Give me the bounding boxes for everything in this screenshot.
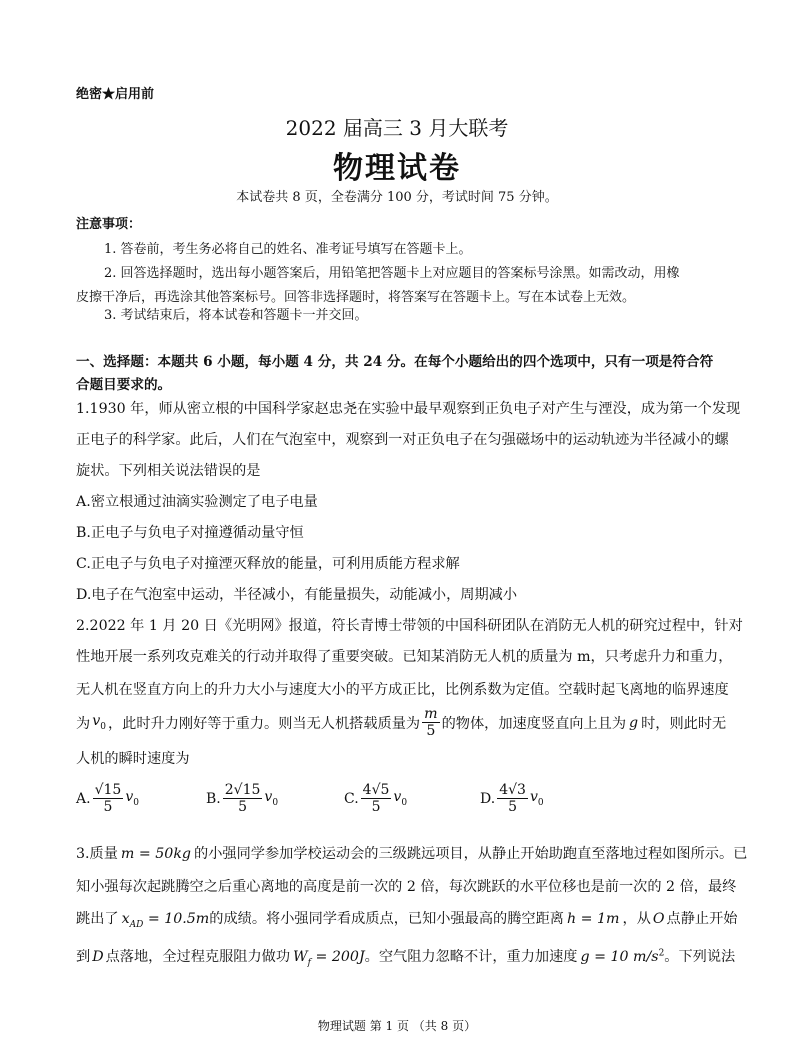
q2-line-5: 人机的瞬时速度为 — [76, 751, 190, 767]
note-item-2-cont: 皮擦干净后，再选涂其他答案标号。回答非选择题时，将答案写在答题卡上。写在本试卷上无效。 — [76, 290, 636, 305]
q2-option-c: C. $\frac{4√5}{5}$ $v_0$ — [344, 782, 408, 815]
q1-line-2: 正电子的科学家。此后，人们在气泡室中，观察到一对正负电子在匀强磁场中的运动轨迹为半径减小的螺 — [76, 432, 729, 448]
note-item-2: 2. 回答选择题时，选出每小题答案后，用铅笔把答题卡上对应题目的答案标号涂黑。如需改动，用橡 — [104, 266, 680, 281]
q3-line-1: 3.质量 m = 50kg 的小强同学参加学校运动会的三级跳远项目，从静止开始助跑直至落地过程如图所示。已 — [76, 846, 748, 862]
q1-option-c: C.正电子与负电子对撞湮灭释放的能量，可利用质能方程求解 — [76, 556, 460, 572]
q3-line-2: 知小强每次起跳腾空之后重心离地的高度是前一次的 2 倍，每次跳跃的水平位移也是前一次的 2 倍，最终 — [76, 879, 737, 895]
q2-text: 时，则此时无 — [641, 715, 727, 732]
confidential-mark: 绝密★启用前 — [76, 87, 155, 102]
subject-title: 物理试卷 — [333, 151, 461, 186]
note-item-3: 3. 考试结束后，将本试卷和答题卡一并交回。 — [104, 308, 368, 323]
q2-option-b: B. $\frac{2√15}{5}$ $v_0$ — [206, 782, 279, 815]
q2-text: 的物体，加速度竖直向上且为 — [441, 715, 627, 732]
q2-fraction-m-over-5: $\frac{m}{5}$ — [424, 706, 438, 739]
page-footer: 物理试题 第 1 页 （共 8 页） — [317, 1019, 477, 1033]
q2-line-4 — [76, 706, 726, 739]
notes-title: 注意事项： — [76, 217, 142, 232]
q3-line-3: 跳出了 $x_{AD} = 10.5m$的成绩。将小强同学看成质点，已知小强最高的腾空距离 h = 1m ，从 O 点静止开始 — [76, 911, 738, 930]
q2-option-d: D. $\frac{4√3}{5}$ $v_0$ — [480, 782, 544, 815]
q1-line-1: 1.1930 年，师从密立根的中国科学家赵忠尧在实验中最早观察到正负电子对产生与湮没，成为第一个发现 — [76, 401, 741, 417]
section-heading-cont: 合题目要求的。 — [76, 377, 172, 393]
q2-option-a: A. $\frac{√15}{5}$ $v_0$ — [76, 782, 139, 815]
q1-option-b: B.正电子与负电子对撞遵循动量守恒 — [76, 525, 304, 541]
section-heading: 一、选择题：本题共 6 小题，每小题 4 分，共 24 分。在每个小题给出的四个选项中，只有一项是符合符 — [76, 354, 714, 370]
q2-line-2: 性地开展一系列攻克难关的行动并取得了重要突破。已知某消防无人机的质量为 m，只考虑升力和重力， — [76, 649, 733, 665]
q2-line-1: 2.2022 年 1 月 20 日《光明网》报道，符长青博士带领的中国科研团队在消防无人机的研究过程中，针对 — [76, 618, 743, 634]
q2-text: 为 — [76, 715, 91, 732]
q1-option-d: D.电子在气泡室中运动，半径减小，有能量损失，动能减小，周期减小 — [76, 587, 518, 603]
q2-v0: $v_0$ — [92, 713, 106, 732]
q2-text: ，此时升力刚好等于重力。则当无人机搭载质量为 — [107, 715, 421, 732]
q2-g: g — [629, 714, 639, 731]
note-item-1: 1. 答卷前，考生务必将自己的姓名、准考证号填写在答题卡上。 — [104, 242, 472, 257]
q1-line-3: 旋状。下列相关说法错误的是 — [76, 463, 261, 479]
q2-line-3: 无人机在竖直方向上的升力大小与速度大小的平方成正比，比例系数为定值。空载时起飞离地的临界速度 — [76, 682, 729, 698]
exam-title: 2022 届高三 3 月大联考 — [285, 116, 509, 140]
exam-info: 本试卷共 8 页，全卷满分 100 分，考试时间 75 分钟。 — [236, 190, 558, 205]
q3-line-4: 到 D 点落地，全过程克服阻力做功 $W_f = 200J$。空气阻力忽略不计，重力加速度 g = 10 $m/s^2$。下列说法 — [76, 948, 736, 968]
q1-option-a: A.密立根通过油滴实验测定了电子电量 — [76, 494, 318, 510]
